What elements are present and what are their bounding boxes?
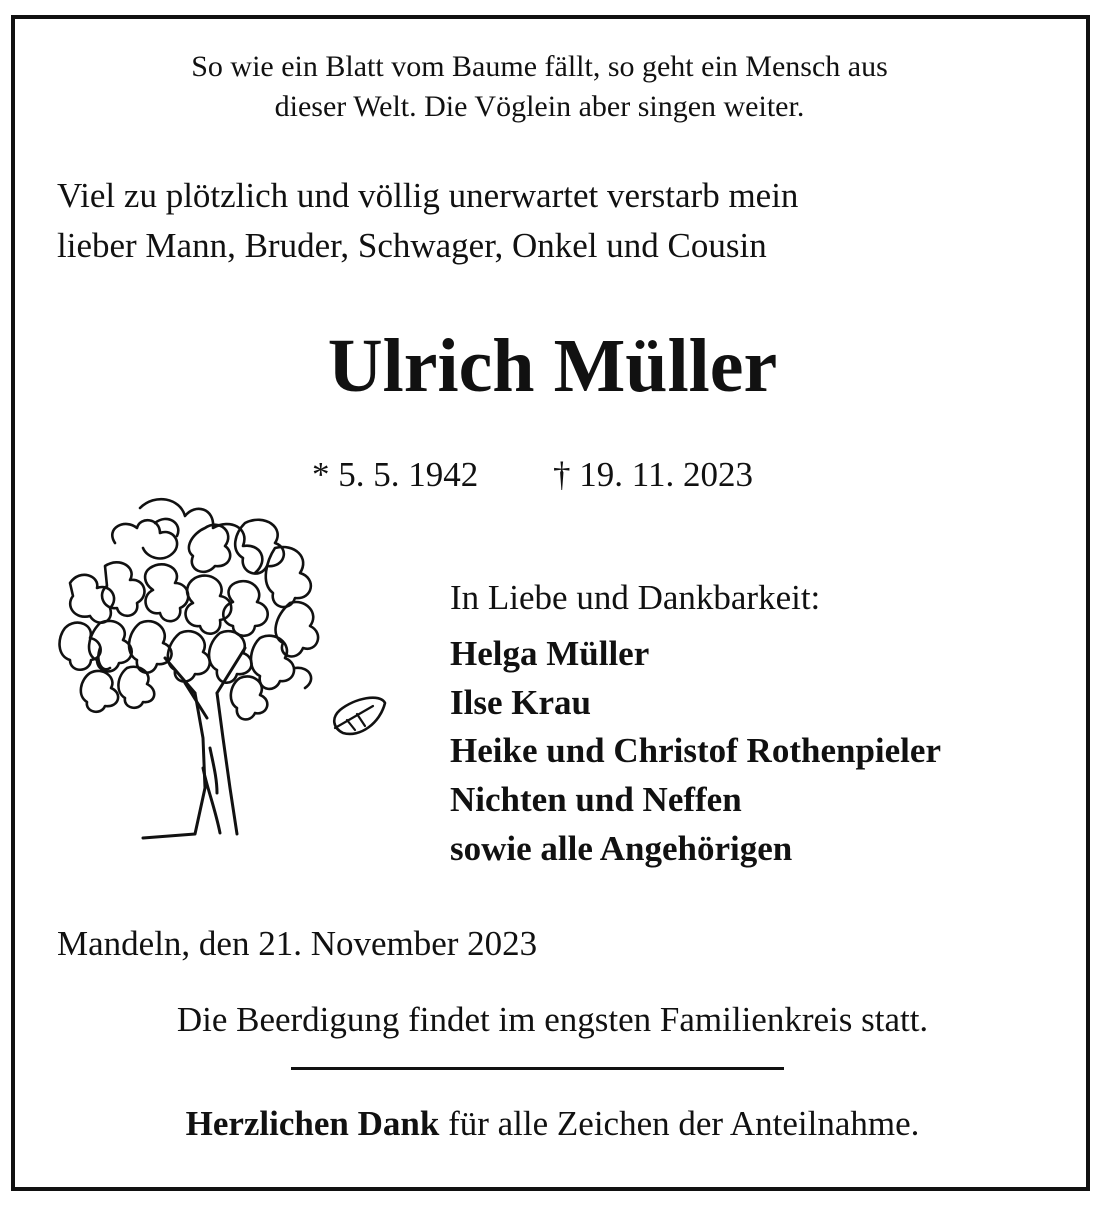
mourner-name: Heike und Christof Rothenpieler bbox=[450, 731, 941, 770]
mourner-name: Ilse Krau bbox=[450, 683, 591, 722]
divider-line bbox=[291, 1067, 784, 1070]
mourners-heading: In Liebe und Dankbarkeit: bbox=[450, 578, 821, 617]
mourner-name: Helga Müller bbox=[450, 634, 650, 673]
quote-line-2: dieser Welt. Die Vöglein aber singen weiter. bbox=[274, 90, 805, 123]
intro-line-1: Viel zu plötzlich und völlig unerwartet verstarb mein bbox=[57, 176, 799, 215]
thanks-line bbox=[0, 1106, 1105, 1141]
birth-date: * 5. 5. 1942 bbox=[312, 455, 479, 494]
mourner-name: Nichten und Neffen bbox=[450, 780, 742, 819]
death-date: † 19. 11. 2023 bbox=[553, 455, 753, 494]
tree-with-falling-leaf-icon bbox=[55, 488, 395, 858]
thanks-bold: Herzlichen Dank bbox=[185, 1104, 440, 1143]
burial-note: Die Beerdigung findet im engsten Familienkreis statt. bbox=[176, 1000, 929, 1039]
thanks-rest: für alle Zeichen der Anteilnahme. bbox=[439, 1104, 920, 1143]
deceased-name: Ulrich Müller bbox=[327, 324, 778, 408]
place-and-date: Mandeln, den 21. November 2023 bbox=[57, 924, 538, 963]
quote-line-1: So wie ein Blatt vom Baume fällt, so geht ein Mensch aus bbox=[191, 50, 888, 83]
mourner-name: sowie alle Angehörigen bbox=[450, 829, 793, 868]
intro-line-2: lieber Mann, Bruder, Schwager, Onkel und Cousin bbox=[57, 226, 767, 265]
